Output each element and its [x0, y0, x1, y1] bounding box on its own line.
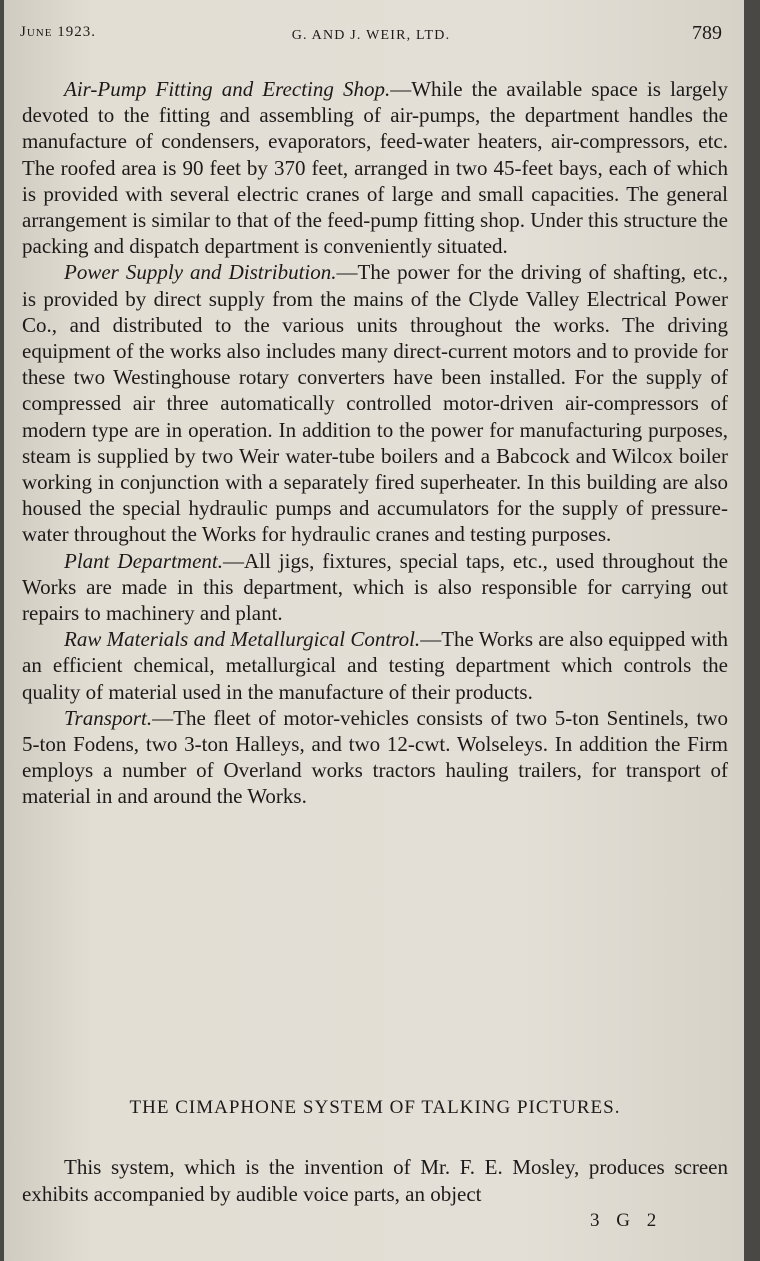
paragraph-air-pump-shop: [22, 76, 728, 259]
paragraph-heading: Power Supply and Distribution.: [64, 260, 337, 285]
paragraph-transport: [22, 705, 728, 810]
paragraph-heading: Plant Department.: [64, 548, 223, 573]
paragraph-raw-materials: [22, 626, 728, 705]
paragraph-text: —While the available space is largely devoted to the fitting and assembling of air-pumps, the department handles the manufacture of condensers, evaporators, feed-water heaters, air-compressors, etc. The roofed area is 90 feet by 370 feet, arranged in two 45-feet bays, each of which is provided with several electric cranes of large and small capacities. The general arrangement is similar to that of the feed-pump fitting shop. Under this structure the packing and dispatch department is conveniently situated.: [22, 77, 728, 259]
paragraph-heading: Transport.: [64, 705, 153, 730]
book-page: [4, 0, 744, 1261]
header-date: June 1923.: [20, 24, 96, 40]
paragraph-power-supply: [22, 259, 728, 547]
paragraph-plant-department: [22, 548, 728, 627]
paragraph-text: —The Works are also equipped with an efficient chemical, metallurgical and testing department which controls the quality of material used in the manufacture of their products.: [22, 627, 728, 704]
section-opening-paragraph: This system, which is the invention of Mr. F. E. Mosley, produces screen exhibits accompanied by audible voice parts, an object: [22, 1155, 728, 1206]
section-title: THE CIMAPHONE SYSTEM OF TALKING PICTURES.: [129, 1097, 621, 1118]
paragraph-text: —All jigs, fixtures, special taps, etc., used throughout the Works are made in this department, which is also responsible for carrying out repairs to machinery and plant.: [22, 548, 728, 626]
body-text: [22, 76, 728, 810]
paragraph-heading: Raw Materials and Metallurgical Control.: [64, 627, 421, 652]
paragraph-text: —The power for the driving of shafting, etc., is provided by direct supply from the mains of the Clyde Valley Electrical Power Co., and distributed to the various units throughout the works. The driving equipment of the works also includes many direct-current motors and to provide for these two Westinghouse rotary converters have been installed. For the supply of compressed air three automatically controlled motor-driven air-compressors of modern type are in operation. In addition to the power for manufacturing purposes, steam is supplied by two Weir water-tube boilers and a Babcock and Wilcox boiler working in conjunction with a separately fired superheater. In this building are also housed the special hydraulic pumps and accumulators for the supply of pressure-water throughout the Works for hydraulic cranes and testing purposes.: [22, 260, 728, 547]
running-head: [20, 22, 722, 52]
signature-mark: 3 G 2: [590, 1210, 663, 1231]
paragraph-text: —The fleet of motor-vehicles consists of two 5-ton Sentinels, two 5-ton Fodens, two 3-ton Halleys, and two 12-cwt. Wolseleys. In addition the Firm employs a number of Overland works tractors hauling trailers, for transport of material in and around the Works.: [22, 705, 728, 809]
header-running-title: G. AND J. WEIR, LTD.: [291, 28, 451, 43]
header-page-number: 789: [692, 22, 722, 44]
paragraph-heading: Air-Pump Fitting and Erecting Shop.: [64, 77, 391, 101]
